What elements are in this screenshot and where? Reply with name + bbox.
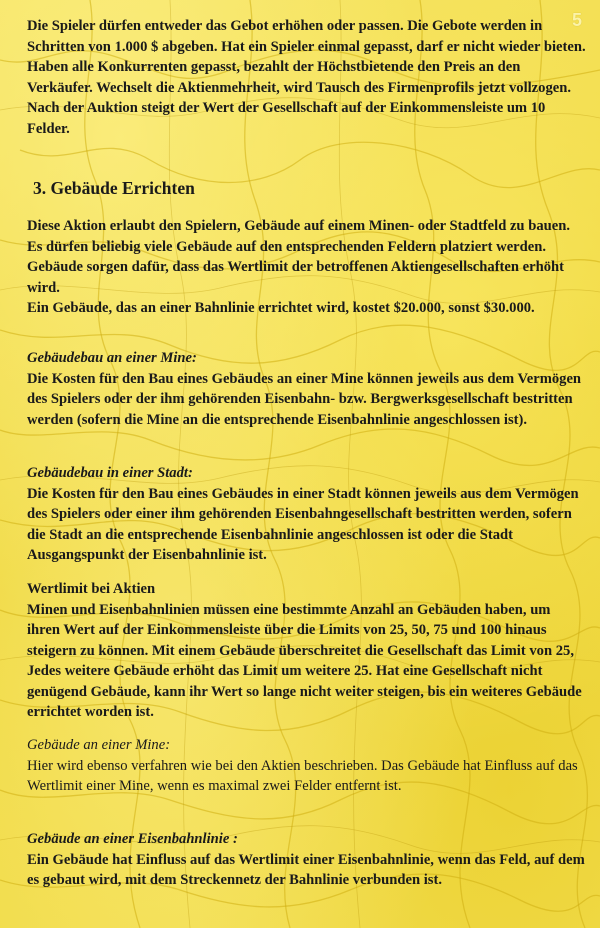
mine-build-text: Die Kosten für den Bau eines Gebäudes an einer Mine können jeweils aus dem Vermögen des Spielers oder der ihm gehörenden Eisenbahn- bzw. Bergwerksgesellschaft bestritten werden (sofern die Mine an die entsprechende Eisenbahnlinie angeschlossen ist). — [27, 370, 582, 428]
building-mine-text: Hier wird ebenso verfahren wie bei den Aktien beschrieben. Das Gebäude hat Einfluss auf das Wertlimit einer Mine, wenn es maximal zwei Felder entfernt ist. — [27, 757, 578, 794]
page-number: 5 — [571, 10, 582, 30]
city-build-heading: Gebäudebau in einer Stadt: — [27, 465, 193, 481]
value-limit-section — [27, 579, 587, 723]
intro-text: Die Spieler dürfen entweder das Gebot erhöhen oder passen. Die Gebote werden in Schritten von 1.000 $ abgeben. Hat ein Spieler einmal gepasst, darf er nicht wieder bieten. Haben alle Konkurrenten gepasst, bezahlt der Höchstbietende den Preis an den Verkäufer. Wechselt die Aktienmehrheit, wird Tausch des Firmenprofils jetzt vollzogen. Nach der Auktion steigt der Wert der Gesellschaft auf der Einkommensleiste um 10 Felder. — [27, 18, 586, 137]
mine-build-section — [27, 348, 587, 430]
building-rail-text: Ein Gebäude hat Einfluss auf das Wertlimit einer Eisenbahnlinie, wenn das Feld, auf dem es gebaut wird, mit dem Streckennetz der Bahnlinie verbunden ist. — [27, 851, 585, 888]
section-3-body — [27, 216, 587, 319]
city-build-section — [27, 463, 587, 566]
section-3-paragraph-1: Diese Aktion erlaubt den Spielern, Gebäude auf einem Minen- oder Stadtfeld zu bauen. Es dürfen beliebig viele Gebäude auf den entsprechenden Feldern platziert werden. Gebäude sorgen dafür, dass das Wertlimit der betroffenen Aktiengesellschaften erhöht wird. — [27, 218, 570, 296]
building-mine-heading: Gebäude an einer Mine: — [27, 737, 171, 753]
value-limit-heading: Wertlimit bei Aktien — [27, 581, 156, 597]
mine-build-heading: Gebäudebau an einer Mine: — [27, 350, 197, 366]
value-limit-text: Minen und Eisenbahnlinien müssen eine bestimmte Anzahl an Gebäuden haben, um ihren Wert auf der Einkommensleiste über die Limits von 25, 50, 75 und 100 hinaus steigern zu können. Mit einem Gebäude überschreitet die Gesellschaft das Limit von 25, Jedes weitere Gebäude erhöht das Limit um weitere 25. Hat eine Gesellschaft nicht genügend Gebäude, kann ihr Wert so lange nicht weiter steigen, bis ein weiteres Gebäude errichtet worden ist. — [27, 601, 582, 720]
building-rail-section — [27, 829, 587, 891]
building-mine-section — [27, 735, 587, 797]
building-rail-heading: Gebäude an einer Eisenbahnlinie : — [27, 831, 238, 847]
section-3-paragraph-2: Ein Gebäude, das an einer Bahnlinie errichtet wird, kostet $20.000, sonst $30.000. — [27, 300, 535, 316]
section-3-heading: 3. Gebäude Errichten — [33, 178, 195, 198]
city-build-text: Die Kosten für den Bau eines Gebäudes in einer Stadt können jeweils aus dem Vermögen des Spielers oder einer ihm gehörenden Eisenbahngesellschaft bestritten werden, sofern die Stadt an die entsprechende Eisenbahnlinie angeschlossen ist oder die Stadt Ausgangspunkt der Eisenbahnlinie ist. — [27, 485, 579, 563]
intro-paragraph — [27, 16, 587, 139]
